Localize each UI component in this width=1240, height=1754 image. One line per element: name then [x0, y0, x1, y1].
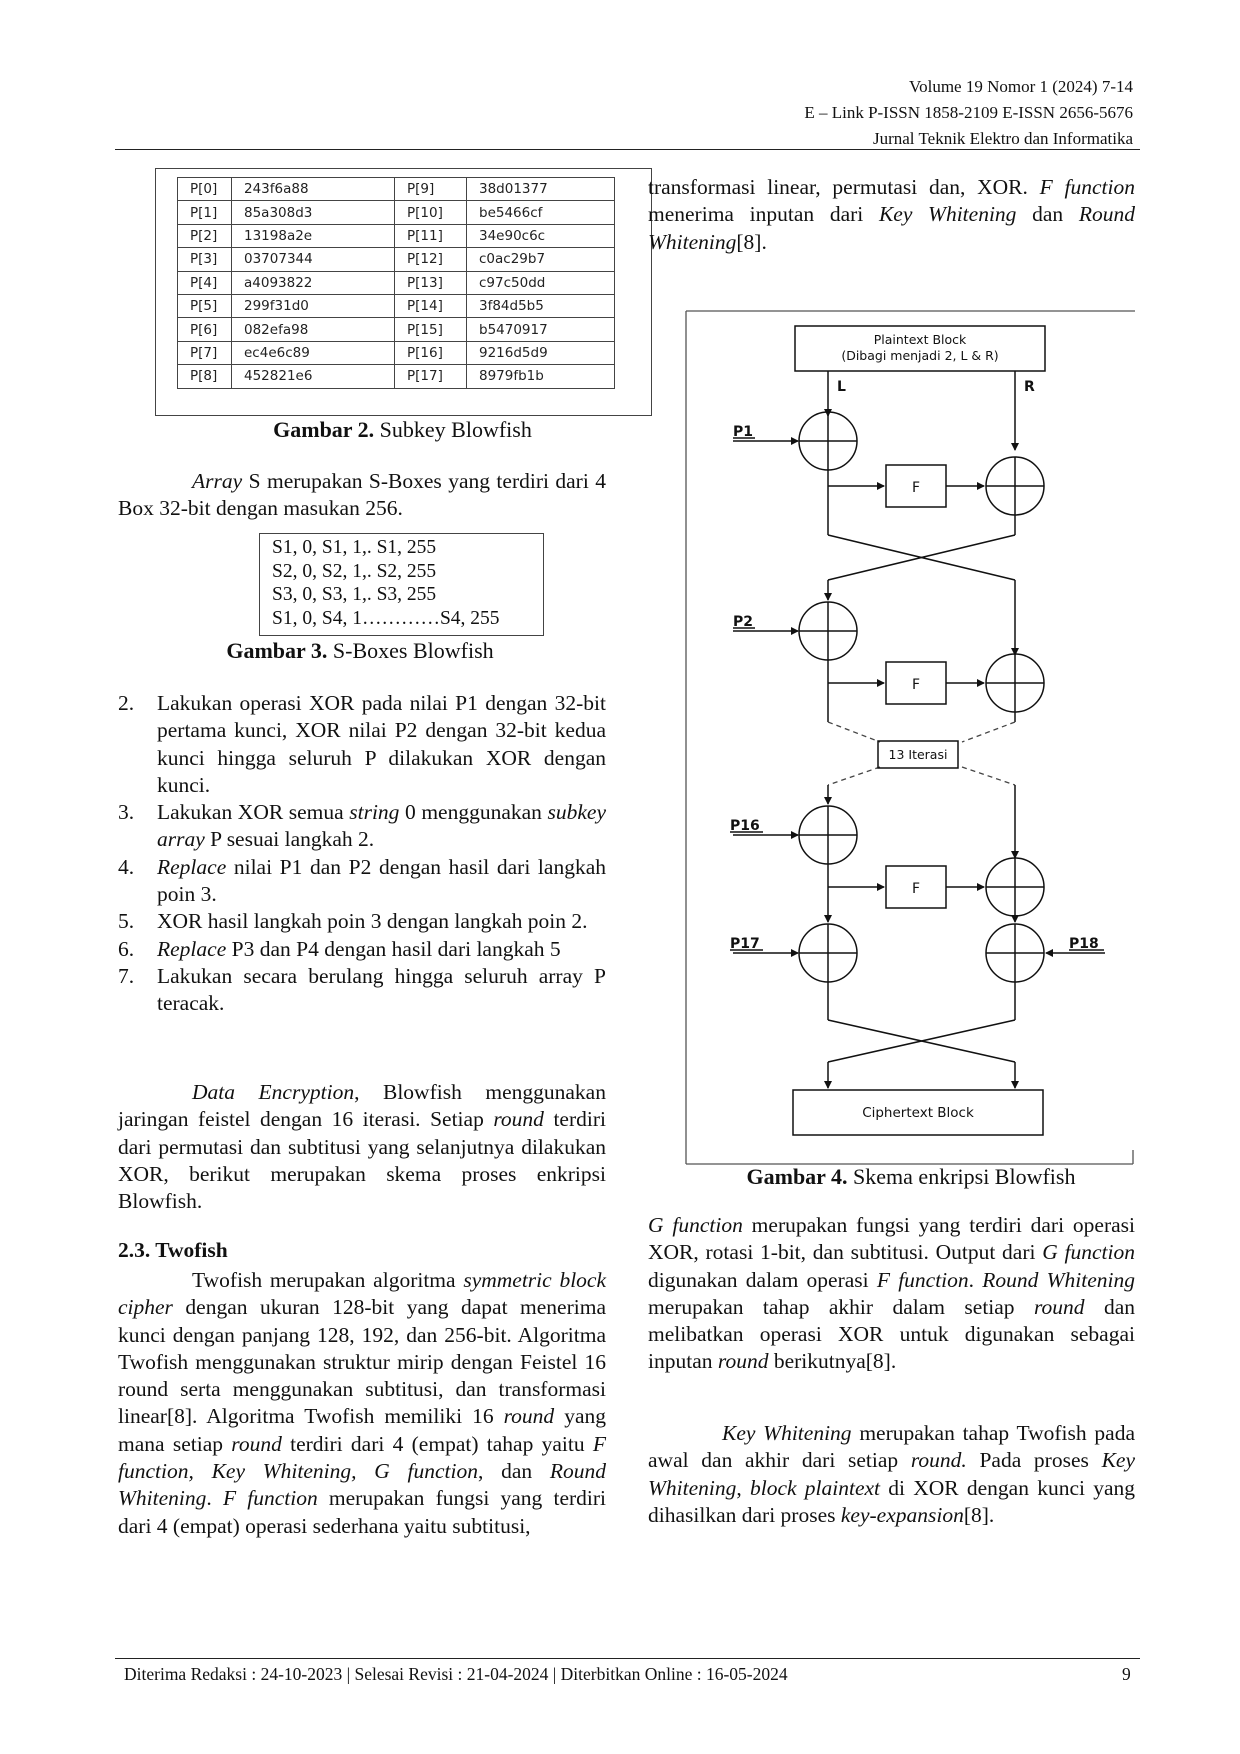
left-label: L	[837, 379, 846, 395]
f-function-continuation: transformasi linear, permutasi dan, XOR. F function menerima inputan dari Key Whitening dan Round Whitening[8].	[648, 175, 1135, 254]
plaintext-sublabel: (Dibagi menjadi 2, L & R)	[841, 348, 999, 363]
subkey-value: 082efa98	[232, 318, 395, 341]
subkey-value: 3f84d5b5	[467, 294, 615, 317]
subkey-index: P[5]	[178, 294, 232, 317]
subkey-index: P[0]	[178, 178, 232, 201]
p18-label: P18	[1069, 936, 1099, 952]
subkey-index: P[1]	[178, 201, 232, 224]
subkey-value: 299f31d0	[232, 294, 395, 317]
subkey-value: 452821e6	[232, 365, 395, 388]
plaintext-label: Plaintext Block	[873, 332, 967, 347]
g-function-paragraph: G function merupakan fungsi yang terdiri dari operasi XOR, rotasi 1-bit, dan subtitusi. Output dari G function digunakan dalam operasi F function. Round Whitening merupakan tahap akhir dalam setiap round dan melibatkan operasi XOR untuk digunakan sebagai inputan round berikutnya[8].	[648, 1213, 1135, 1374]
journal-issn: E – Link P-ISSN 1858-2109 E-ISSN 2656-5676	[804, 103, 1133, 122]
sbox-line: S3, 0, S3, 1,. S3, 255	[272, 584, 437, 605]
figure2-caption: Gambar 2. Subkey Blowfish	[273, 417, 532, 442]
list-item: 6. Replace P3 dan P4 dengan hasil dari langkah 5	[118, 936, 561, 961]
subkey-index: P[2]	[178, 224, 232, 247]
sbox-line: S1, 0, S1, 1,. S1, 255	[272, 537, 437, 558]
f-label: F	[911, 881, 921, 897]
journal-name: Jurnal Teknik Elektro dan Informatika	[872, 129, 1133, 148]
array-s-paragraph: Array S merupakan S-Boxes yang terdiri dari 4 Box 32-bit dengan masukan 256.	[118, 469, 606, 521]
data-encryption-paragraph: Data Encryption, Blowfish menggunakan jaringan feistel dengan 16 iterasi. Setiap round terdiri dari permutasi dan subtitusi yang selanjutnya dilakukan XOR, berikut merupakan skema proses enkripsi Blowfish.	[118, 1080, 606, 1214]
iteration-label: 13 Iterasi	[888, 747, 948, 762]
ciphertext-label: Ciphertext Block	[862, 1105, 974, 1121]
diagram-frame	[686, 311, 1135, 1164]
p1-label: P1	[733, 424, 754, 440]
subkey-index: P[8]	[178, 365, 232, 388]
subkey-value: 38d01377	[467, 178, 615, 201]
subkey-value: 13198a2e	[232, 224, 395, 247]
subkey-index: P[15]	[395, 318, 467, 341]
subkey-index: P[14]	[395, 294, 467, 317]
list-item: 5. XOR hasil langkah poin 3 dengan langkah poin 2.	[118, 909, 588, 934]
subkey-index: P[16]	[395, 341, 467, 364]
subkey-value: c0ac29b7	[467, 248, 615, 271]
subkey-index: P[7]	[178, 341, 232, 364]
subkey-index: P[4]	[178, 271, 232, 294]
sbox-line: S2, 0, S2, 1,. S2, 255	[272, 560, 437, 582]
subkey-index: P[9]	[395, 178, 467, 201]
subkey-index: P[11]	[395, 224, 467, 247]
figure4-caption: Gambar 4. Skema enkripsi Blowfish	[746, 1164, 1076, 1189]
p16-label: P16	[730, 818, 760, 834]
subkey-value: 34e90c6c	[467, 224, 615, 247]
f-label: F	[911, 480, 921, 496]
journal-volume: Volume 19 Nomor 1 (2024) 7-14	[909, 77, 1133, 96]
subkey-index: P[13]	[395, 271, 467, 294]
subkey-index: P[12]	[395, 248, 467, 271]
subkey-value: b5470917	[467, 318, 615, 341]
subkey-index: P[10]	[395, 201, 467, 224]
subkey-value: be5466cf	[467, 201, 615, 224]
subkey-value: 8979fb1b	[467, 365, 615, 388]
subkey-index: P[6]	[178, 318, 232, 341]
section-heading: 2.3. Twofish	[118, 1238, 228, 1262]
subkey-value: 03707344	[232, 248, 395, 271]
subkey-value: c97c50dd	[467, 271, 615, 294]
sbox-line: S1, 0, S4, 1…………S4, 255	[272, 607, 500, 629]
footer-dates: Diterima Redaksi : 24-10-2023 | Selesai Revisi : 21-04-2024 | Diterbitkan Online : 16-05-2024	[124, 1664, 788, 1684]
twofish-paragraph: Twofish merupakan algoritma symmetric block cipher dengan ukuran 128-bit yang dapat menerima kunci dengan panjang 128, 192, dan 256-bit. Algoritma Twofish menggunakan struktur mirip dengan Feistel 16 round serta menggunakan subtitusi, dan transformasi linear[8]. Algoritma Twofish memiliki 16 round yang mana setiap round terdiri dari 4 (empat) tahap yaitu F function, Key Whitening, G function, dan Round Whitening. F function merupakan fungsi yang terdiri dari 4 (empat) operasi sederhana yaitu subtitusi,	[118, 1268, 607, 1538]
list-item: 4. Replace nilai P1 dan P2 dengan hasil dari langkah poin 3.	[118, 854, 606, 907]
p17-label: P17	[730, 936, 760, 952]
key-whitening-paragraph: Key Whitening merupakan tahap Twofish pada awal dan akhir dari setiap round. Pada proses Key Whitening, block plaintext di XOR dengan kunci yang dihasilkan dari proses key-expansion[8].	[648, 1421, 1135, 1527]
subkey-value: 9216d5d9	[467, 341, 615, 364]
footer-rule	[115, 1658, 1140, 1659]
list-item: 3. Lakukan XOR semua string 0 menggunakan subkey array P sesuai langkah 2.	[118, 800, 606, 852]
subkey-index: P[3]	[178, 248, 232, 271]
subkey-value: a4093822	[232, 271, 395, 294]
right-label: R	[1024, 379, 1035, 395]
subkey-value: 85a308d3	[232, 201, 395, 224]
list-item: 7. Lakukan secara berulang hingga seluruh array P teracak.	[118, 963, 606, 1016]
page-number: 9	[1122, 1664, 1131, 1684]
figure3-caption: Gambar 3. S-Boxes Blowfish	[226, 638, 494, 663]
p2-label: P2	[733, 614, 754, 630]
f-label: F	[911, 677, 921, 693]
subkey-value: 243f6a88	[232, 178, 395, 201]
list-item: 2. Lakukan operasi XOR pada nilai P1 dengan 32-bit pertama kunci, XOR nilai P2 dengan 32-bit kedua kunci hingga seluruh P dilakukan XOR dengan kunci.	[118, 691, 606, 797]
subkey-index: P[17]	[395, 365, 467, 388]
subkey-value: ec4e6c89	[232, 341, 395, 364]
